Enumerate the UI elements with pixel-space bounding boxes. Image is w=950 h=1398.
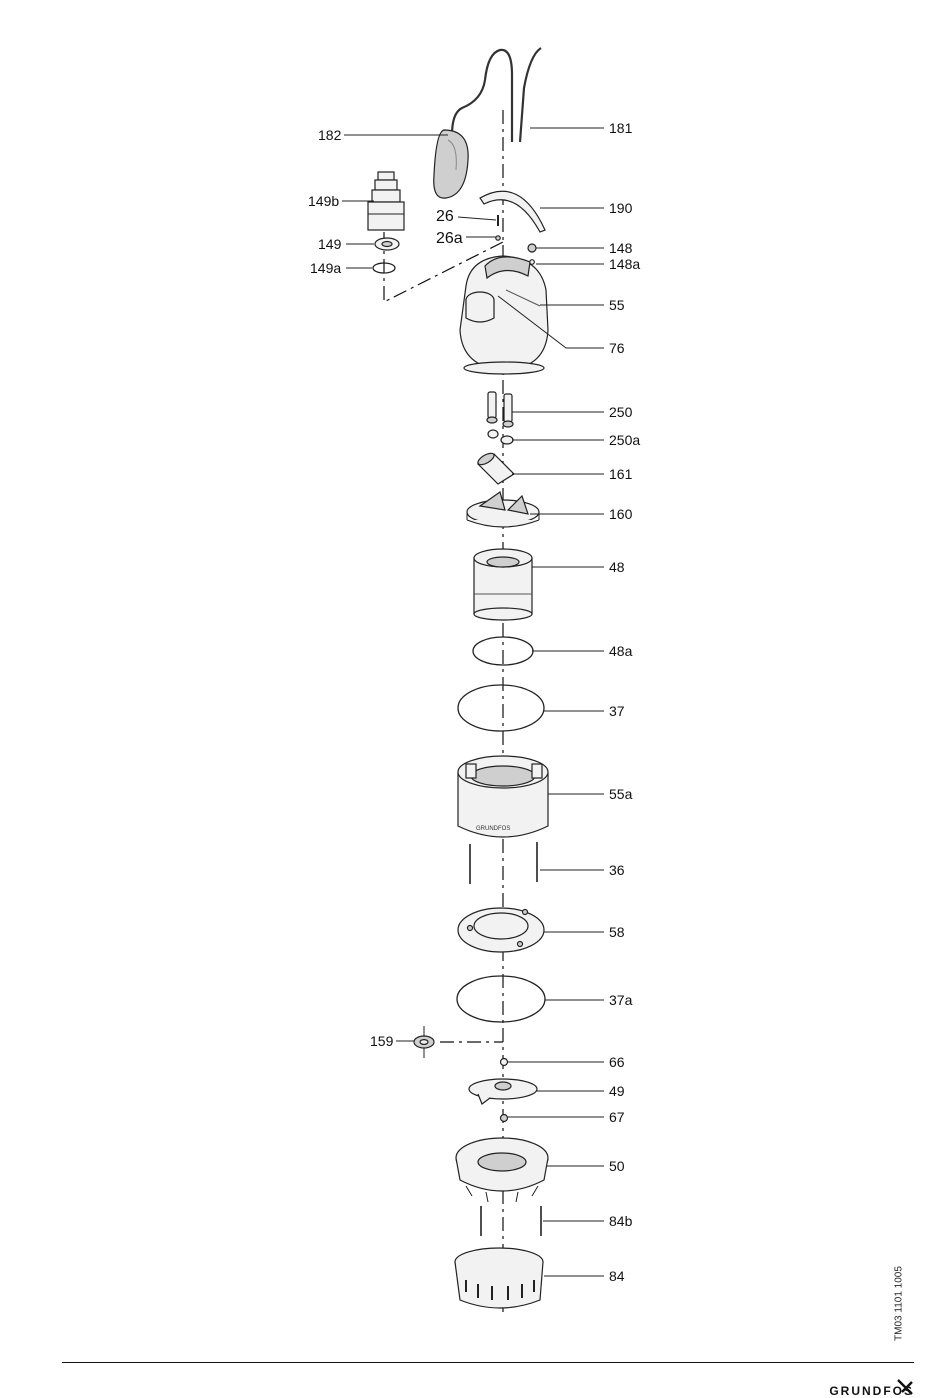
drawing-code-text: TM03 1101 1005 <box>893 1266 905 1341</box>
motor <box>474 549 532 620</box>
cable-entry-nuts <box>488 430 513 444</box>
label-149: 149 <box>318 236 342 252</box>
flange <box>458 908 544 952</box>
label-66: 66 <box>609 1054 625 1070</box>
label-181: 181 <box>609 120 633 136</box>
brand-name: GRUNDFOS <box>829 1384 914 1398</box>
outlet-nut <box>375 238 399 250</box>
drawing-code <box>892 1262 906 1348</box>
label-190: 190 <box>609 200 633 216</box>
screw-26a <box>496 236 500 240</box>
label-50: 50 <box>609 1158 625 1174</box>
label-48: 48 <box>609 559 625 575</box>
handle <box>480 191 545 232</box>
label-49: 49 <box>609 1083 625 1099</box>
washer-66 <box>501 1059 508 1066</box>
float-switch <box>434 130 468 198</box>
label-26: 26 <box>436 208 454 225</box>
nut-67 <box>501 1115 508 1122</box>
label-161: 161 <box>609 466 633 482</box>
cable-entry-bolts <box>487 392 513 427</box>
label-182: 182 <box>318 127 342 143</box>
label-250: 250 <box>609 404 633 420</box>
svg-text:GRUNDFOS: GRUNDFOS <box>476 826 511 832</box>
label-84b: 84b <box>609 1213 633 1229</box>
sleeve <box>476 451 514 484</box>
label-36: 36 <box>609 862 625 878</box>
label-26a: 26a <box>436 230 463 247</box>
strainer <box>455 1248 543 1308</box>
motor-housing <box>458 756 548 837</box>
plug-148 <box>528 244 536 252</box>
label-48a: 48a <box>609 643 633 659</box>
footer-rule <box>62 1362 914 1363</box>
label-76: 76 <box>609 340 625 356</box>
label-149b: 149b <box>308 193 340 209</box>
label-159: 159 <box>370 1033 394 1049</box>
pump-housing <box>460 256 548 374</box>
label-67: 67 <box>609 1109 625 1125</box>
label-58: 58 <box>609 924 625 940</box>
o-ring-37a <box>457 976 545 1022</box>
label-55: 55 <box>609 297 625 313</box>
label-148a: 148a <box>609 256 641 272</box>
strainer-screws <box>481 1206 541 1236</box>
impeller <box>469 1079 537 1104</box>
impeller-housing <box>456 1138 548 1202</box>
label-37a: 37a <box>609 992 633 1008</box>
label-148: 148 <box>609 240 633 256</box>
label-160: 160 <box>609 506 633 522</box>
label-149a: 149a <box>310 260 342 276</box>
cable <box>452 48 541 142</box>
non-return-valve <box>414 1026 434 1058</box>
grundfos-x-logo-icon <box>896 1378 914 1396</box>
label-55a: 55a <box>609 786 633 802</box>
label-250a: 250a <box>609 432 641 448</box>
label-84: 84 <box>609 1268 625 1284</box>
o-ring-37 <box>458 685 544 731</box>
label-37: 37 <box>609 703 625 719</box>
